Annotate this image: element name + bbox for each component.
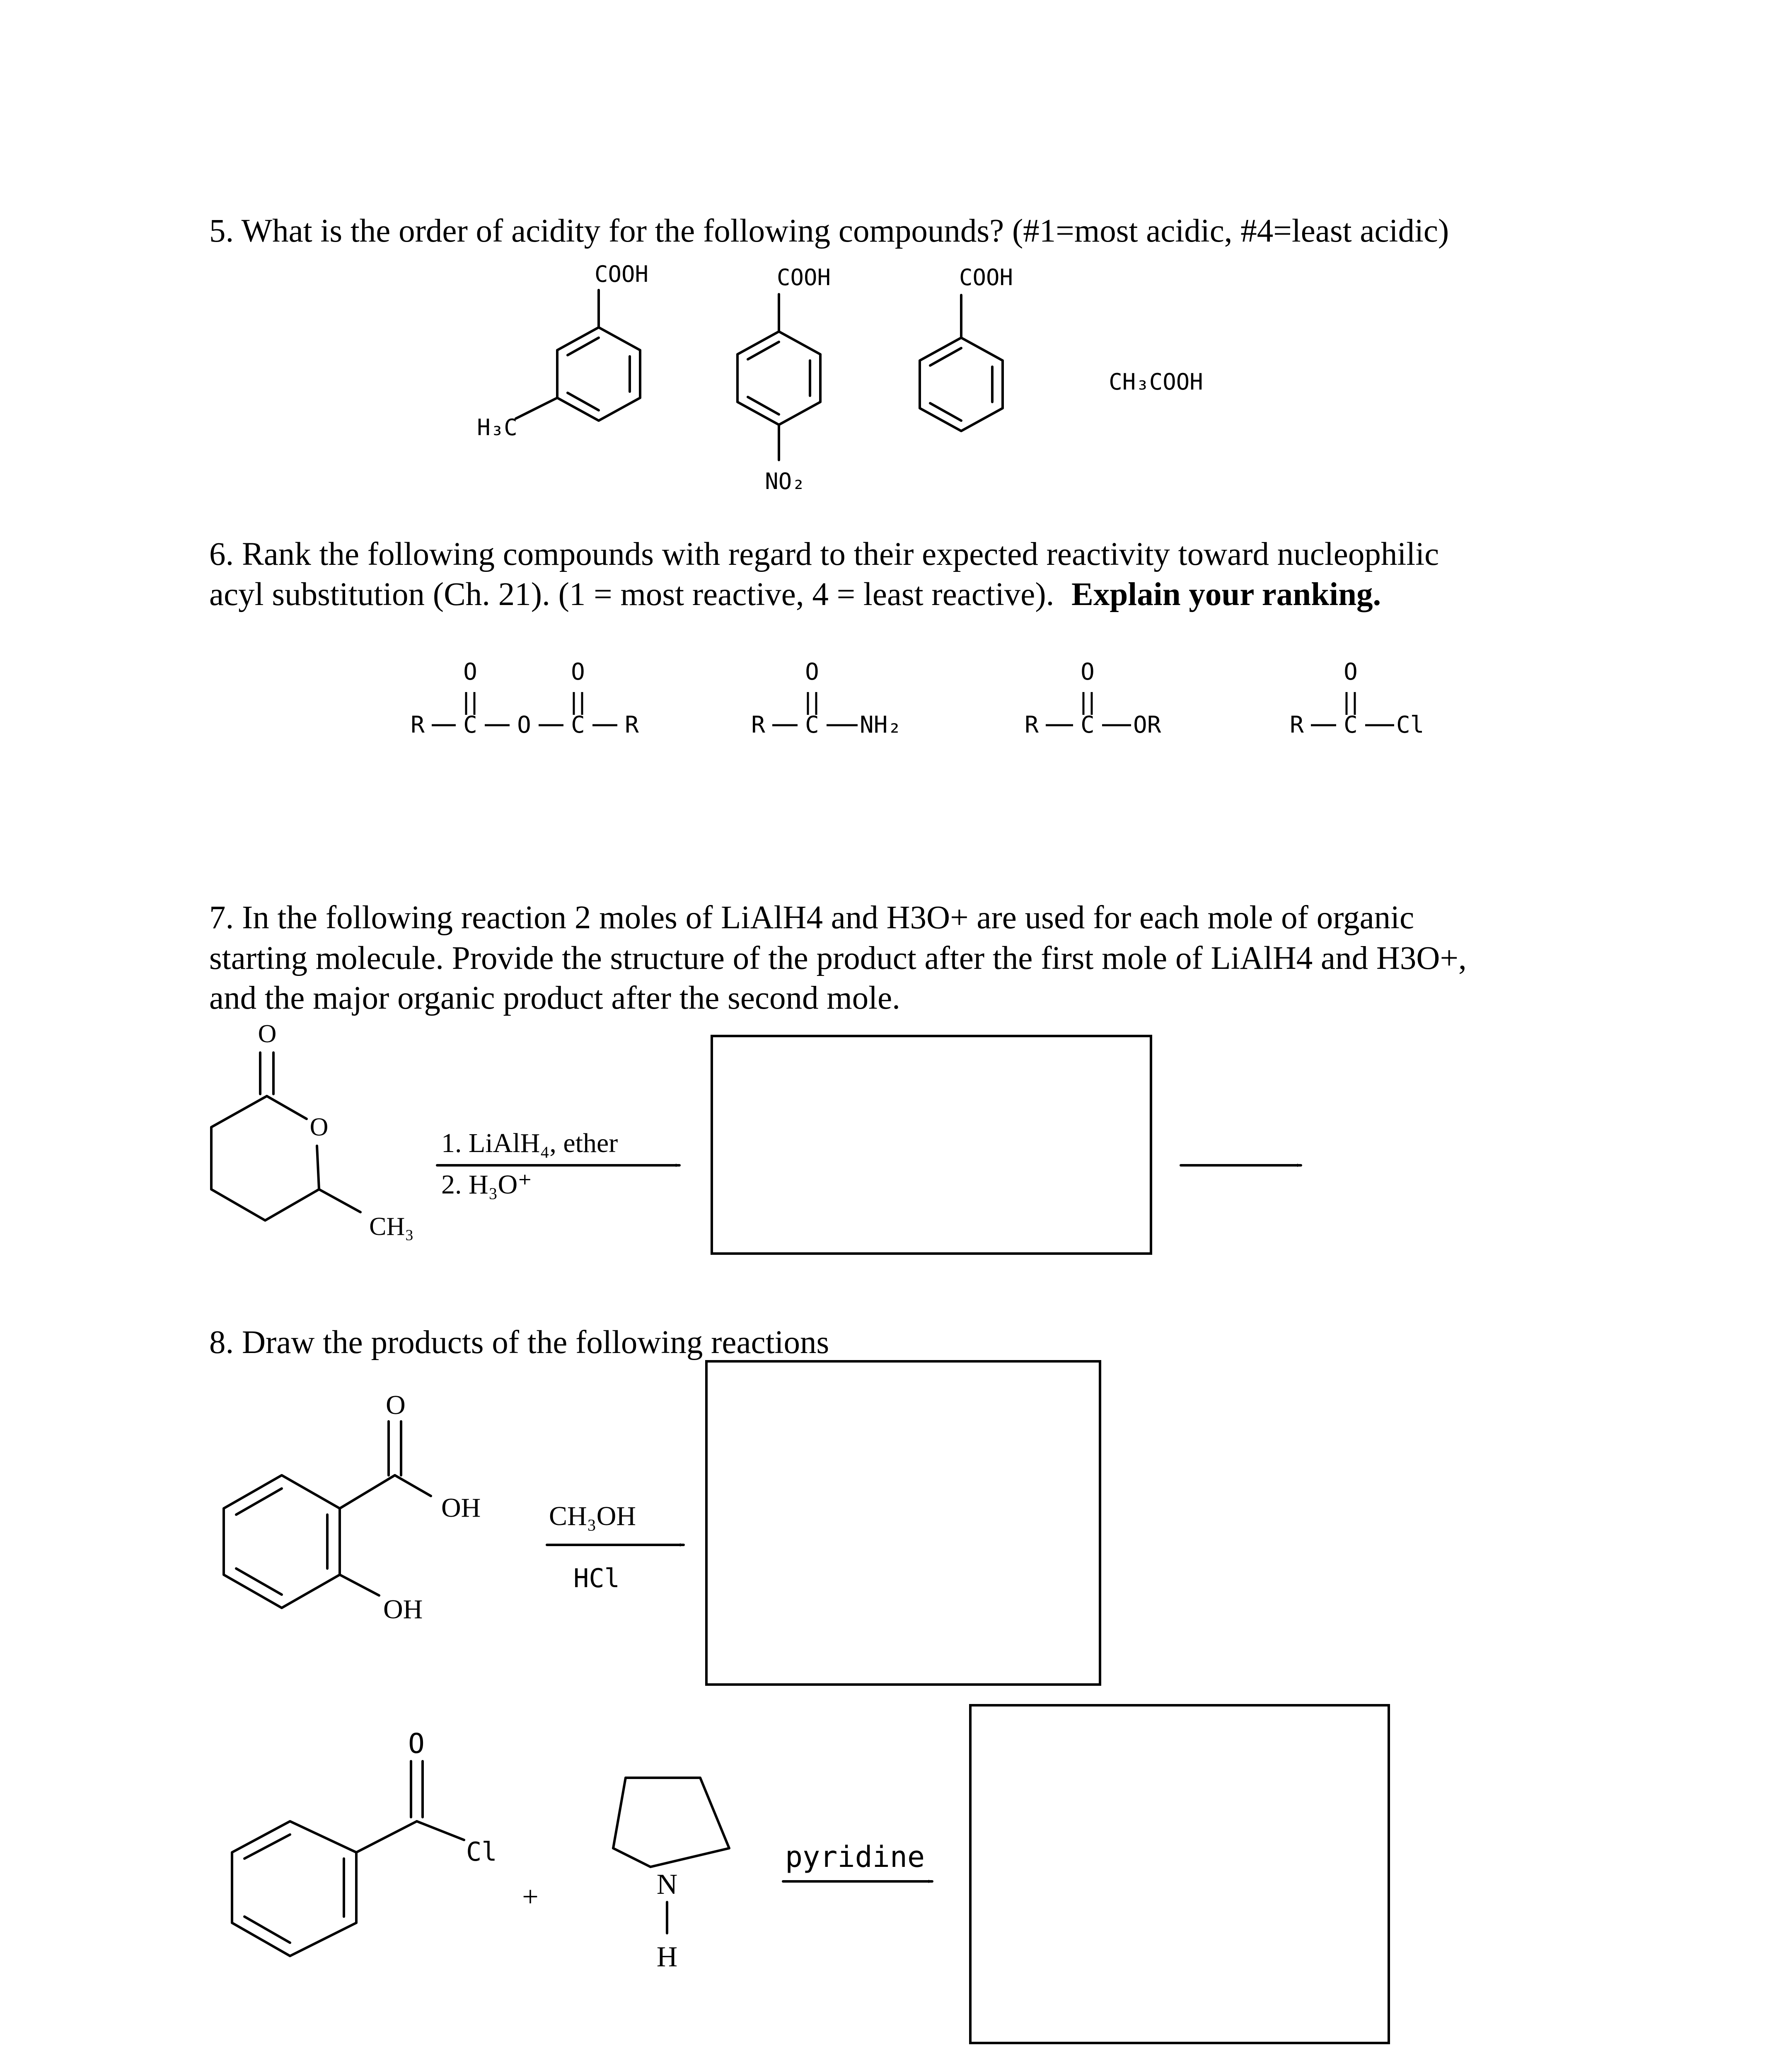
benzene-ring — [224, 1475, 340, 1608]
acid-anhydride — [411, 658, 639, 738]
benzoyl-chloride — [232, 1728, 497, 1956]
question-6-line2-group — [209, 576, 1381, 612]
question-5 — [209, 213, 1449, 494]
question-7 — [209, 900, 1467, 1254]
question-8 — [209, 1324, 1389, 2043]
cooh-label: COOH — [594, 261, 649, 287]
benzene-ring — [232, 1821, 356, 1956]
question-7-line2: starting molecule. Provide the structure of the product after the first mole of LiAlH4 and H3O+, — [209, 940, 1467, 976]
benzene-ring — [557, 327, 640, 421]
carbonyl-oxygen: O — [1081, 658, 1095, 685]
acetic-acid: CH₃COOH — [1109, 369, 1203, 395]
r-label: R — [1290, 712, 1304, 738]
acid-hydroxyl: OH — [441, 1493, 481, 1523]
carbon-label: C — [805, 712, 819, 738]
ester — [1025, 658, 1161, 738]
carbonyl-oxygen: O — [408, 1728, 425, 1760]
delta-lactone — [211, 1020, 414, 1241]
answer-box-first-product[interactable] — [712, 1036, 1151, 1254]
r-label: R — [625, 712, 639, 738]
nitrogen-label: N — [656, 1869, 678, 1900]
benzoic-acid — [920, 264, 1013, 431]
reagent-pyridine: pyridine — [785, 1840, 925, 1874]
chloro-label: Cl — [1396, 712, 1424, 738]
carbonyl-oxygen: O — [571, 658, 585, 685]
phenol-hydroxyl: OH — [383, 1594, 423, 1624]
question-7-line1: 7. In the following reaction 2 moles of LiAlH4 and H3O+ are used for each mole of organic — [209, 900, 1414, 936]
carbon-label: C — [1081, 712, 1095, 738]
reagent-step-2: 2. H₃O⁺ — [441, 1169, 532, 1200]
alkoxy-label: OR — [1133, 712, 1161, 738]
carbonyl-oxygen: O — [258, 1020, 277, 1048]
meta-methylbenzoic-acid — [477, 261, 648, 441]
question-7-line3: and the major organic product after the second mole. — [209, 980, 900, 1016]
question-5-text: 5. What is the order of acidity for the following compounds? (#1=most acidic, #4=least acidic) — [209, 213, 1449, 249]
cooh-label: COOH — [959, 264, 1013, 290]
reagent-methanol: CH₃OH — [549, 1501, 636, 1531]
carbon-label: C — [1344, 712, 1358, 738]
methyl-label: CH₃ — [369, 1213, 414, 1241]
pyrrolidine — [613, 1778, 729, 1973]
answer-box-esterification[interactable] — [706, 1361, 1100, 1685]
r-label: R — [411, 712, 425, 738]
reagent-step-1: 1. LiAlH₄, ether — [441, 1128, 618, 1158]
carbon-label: C — [463, 712, 477, 738]
question-8-title: 8. Draw the products of the following reactions — [209, 1324, 829, 1360]
answer-box-amide-formation[interactable] — [970, 1705, 1389, 2043]
amide — [751, 658, 902, 738]
carbonyl-oxygen: O — [1344, 658, 1358, 685]
r-label: R — [751, 712, 765, 738]
benzene-ring — [737, 332, 820, 425]
plus-sign: + — [522, 1881, 539, 1913]
salicylic-acid — [224, 1390, 481, 1624]
carbonyl-oxygen: O — [805, 658, 819, 685]
methyl-label: H₃C — [477, 414, 517, 441]
question-6-line1: 6. Rank the following compounds with regard to their expected reactivity toward nucleophilic — [209, 536, 1439, 572]
chloro-label: Cl — [466, 1837, 497, 1867]
amino-label: NH₂ — [860, 712, 902, 738]
ring-oxygen: O — [309, 1113, 329, 1141]
carbon-label: C — [571, 712, 585, 738]
bridging-oxygen: O — [517, 712, 531, 738]
nitro-label: NO₂ — [765, 468, 805, 494]
hydrogen-label: H — [656, 1941, 678, 1973]
benzene-ring — [920, 338, 1003, 431]
para-nitrobenzoic-acid — [737, 264, 831, 494]
r-label: R — [1025, 712, 1039, 738]
question-6-line2: acyl substitution (Ch. 21). (1 = most reactive, 4 = least reactive). — [209, 576, 1054, 612]
question-6 — [209, 536, 1439, 738]
acid-chloride — [1290, 658, 1424, 738]
cooh-label: COOH — [776, 264, 831, 290]
carbonyl-oxygen: O — [463, 658, 477, 685]
carbonyl-oxygen: O — [386, 1390, 406, 1420]
reagent-hcl: HCl — [573, 1563, 620, 1593]
question-6-emphasis: Explain your ranking. — [1071, 576, 1381, 612]
